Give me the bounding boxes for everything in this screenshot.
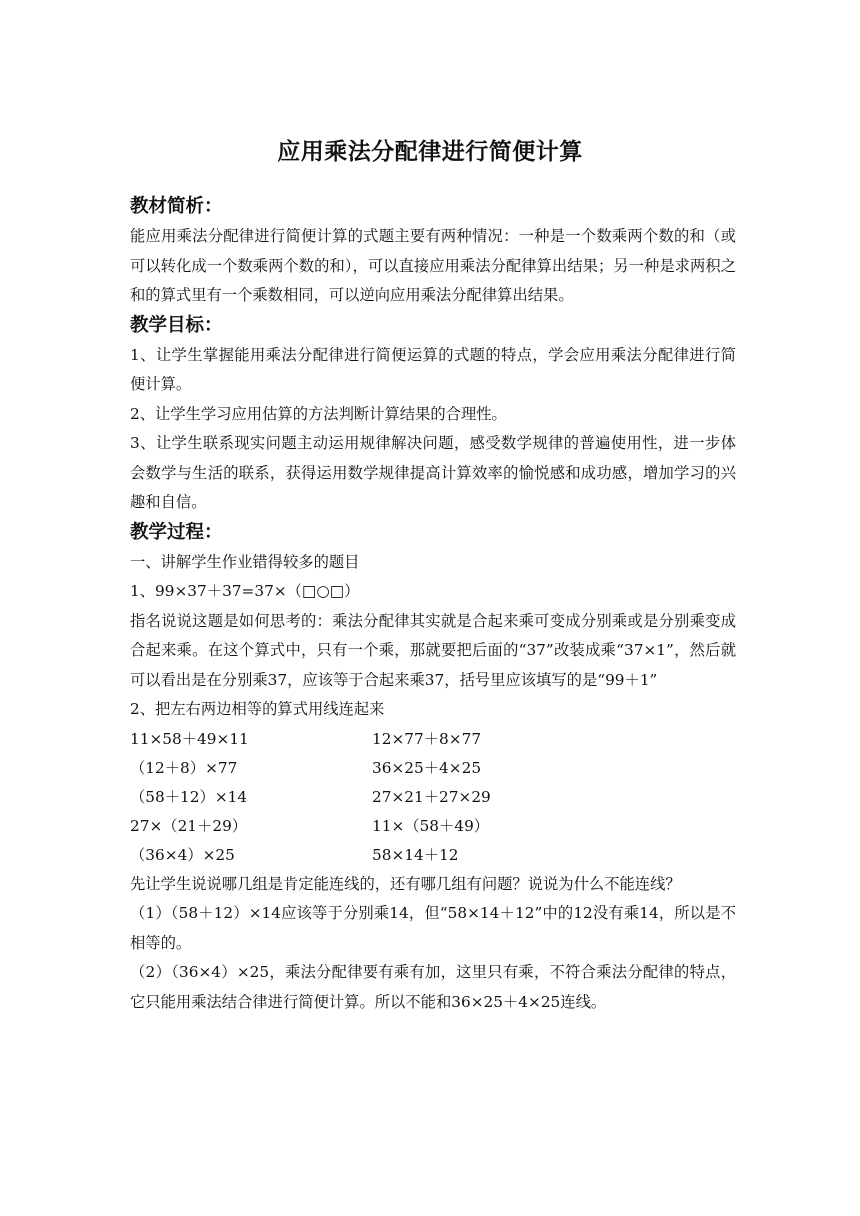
- right-expression: 36×25＋4×25: [372, 758, 482, 777]
- process-heading: 教学过程：: [130, 521, 223, 543]
- right-expression: 27×21＋27×29: [372, 787, 491, 806]
- expression-pair-row: [130, 783, 736, 812]
- expression-pair-row: [130, 754, 736, 783]
- question-2-prompt: 先让学生说说哪几组是肯定能连线的，还有哪几组有问题？说说为什么不能连线？: [130, 874, 681, 893]
- goals-heading: 教学目标：: [130, 314, 223, 336]
- right-expression: 12×77＋8×77: [372, 729, 482, 748]
- left-expression: （12＋8）×77: [130, 758, 238, 777]
- expression-pair-row: [130, 812, 736, 841]
- question-1: 1、99×37＋37=37×（□○□）: [130, 582, 360, 600]
- right-expression: 58×14＋12: [372, 845, 459, 864]
- left-expression: 11×58＋49×11: [130, 729, 249, 748]
- document-body: [130, 192, 736, 1017]
- expression-pair-row: [130, 725, 736, 754]
- goal-item-3: 3、让学生联系现实问题主动运用规律解决问题，感受数学规律的普遍使用性，进一步体会数学与生活的联系，获得运用数学规律提高计算效率的愉悦感和成功感，增加学习的兴趣和自信。: [130, 434, 736, 511]
- expression-pairs: [130, 725, 736, 870]
- left-expression: （36×4）×25: [130, 845, 235, 864]
- note-2: （2）（36×4）×25，乘法分配律要有乘有加，这里只有乘，不符合乘法分配律的特点，它只能用乘法结合律进行简便计算。所以不能和36×25＋4×25连线。: [130, 963, 736, 1011]
- analysis-heading: 教材简析：: [130, 196, 223, 217]
- process-step-1: 一、讲解学生作业错得较多的题目: [130, 552, 360, 571]
- analysis-text: 能应用乘法分配律进行简便计算的式题主要有两种情况：一种是一个数乘两个数的和（或可以转化成一个数乘两个数的和），可以直接应用乘法分配律算出结果；另一种是求两积之和的算式里有一个乘数相同，可以逆向应用乘法分配律算出结果。: [130, 227, 736, 304]
- expression-pair-row: [130, 841, 736, 870]
- right-expression: 11×（58＋49）: [372, 816, 490, 835]
- note-1: （1）（58＋12）×14应该等于分别乘14，但“58×14＋12”中的12没有乘14，所以是不相等的。: [130, 904, 736, 952]
- goal-item-2: 2、让学生学习应用估算的方法判断计算结果的合理性。: [130, 404, 507, 423]
- document-title: 应用乘法分配律进行简便计算: [277, 139, 583, 165]
- question-1-explanation: 指名说说这题是如何思考的：乘法分配律其实就是合起来乘可变成分别乘或是分别乘变成合起来乘。在这个算式中，只有一个乘，那就要把后面的“37”改装成乘“37×1”，然后就可以看出是在分别乘37，应该等于合起来乘37，括号里应该填写的是“99＋1”: [130, 611, 736, 689]
- question-2: 2、把左右两边相等的算式用线连起来: [130, 700, 385, 718]
- left-expression: 27×（21＋29）: [130, 816, 248, 835]
- goal-item-1: 1、让学生掌握能用乘法分配律进行简便运算的式题的特点，学会应用乘法分配律进行简便计算。: [130, 345, 736, 393]
- left-expression: （58＋12）×14: [130, 787, 248, 806]
